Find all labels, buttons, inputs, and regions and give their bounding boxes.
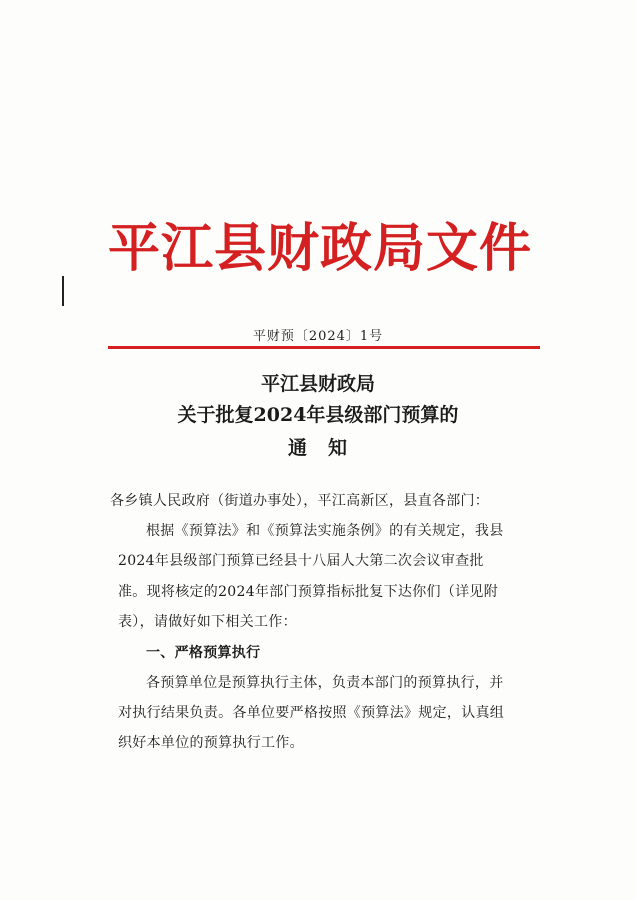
paragraph-2-line-3: 织好本单位的预算执行工作。 (118, 735, 304, 751)
margin-mark (62, 276, 64, 306)
paragraph-2-line-2: 对执行结果负责。各单位要严格按照《预算法》规定，认真组 (118, 705, 505, 721)
notice-title-line3 (0, 433, 636, 460)
notice-title-char-2: 知 (328, 437, 349, 459)
salutation: 各乡镇人民政府（街道办事处），平江高新区，县直各部门： (110, 493, 490, 509)
paragraph-2-line-1: 各预算单位是预算执行主体，负责本部门的预算执行，并 (146, 675, 504, 691)
paragraph-1-line-4: 表），请做好如下相关工作： (118, 614, 297, 630)
document-header-title: 平江县财政局文件 (107, 218, 532, 279)
paragraph-1-line-1: 根据《预算法》和《预算法实施条例》的有关规定，我县 (146, 523, 504, 539)
notice-title-line1: 平江县财政局 (260, 373, 375, 395)
paragraph-1-line-2: 2024年县级部门预算已经县十八届人大第二次会议审查批 (118, 553, 484, 569)
paragraph-1-line-3: 准。现将核定的2024年部门预算指标批复下达你们（详见附 (118, 584, 499, 600)
document-number: 平财预〔2024〕1号 (252, 329, 384, 344)
notice-title-line2: 关于批复2024年县级部门预算的 (177, 404, 459, 426)
notice-title-char-1: 通 (287, 437, 308, 459)
section-1-heading: 一、严格预算执行 (146, 645, 261, 661)
red-divider-line (108, 346, 540, 349)
